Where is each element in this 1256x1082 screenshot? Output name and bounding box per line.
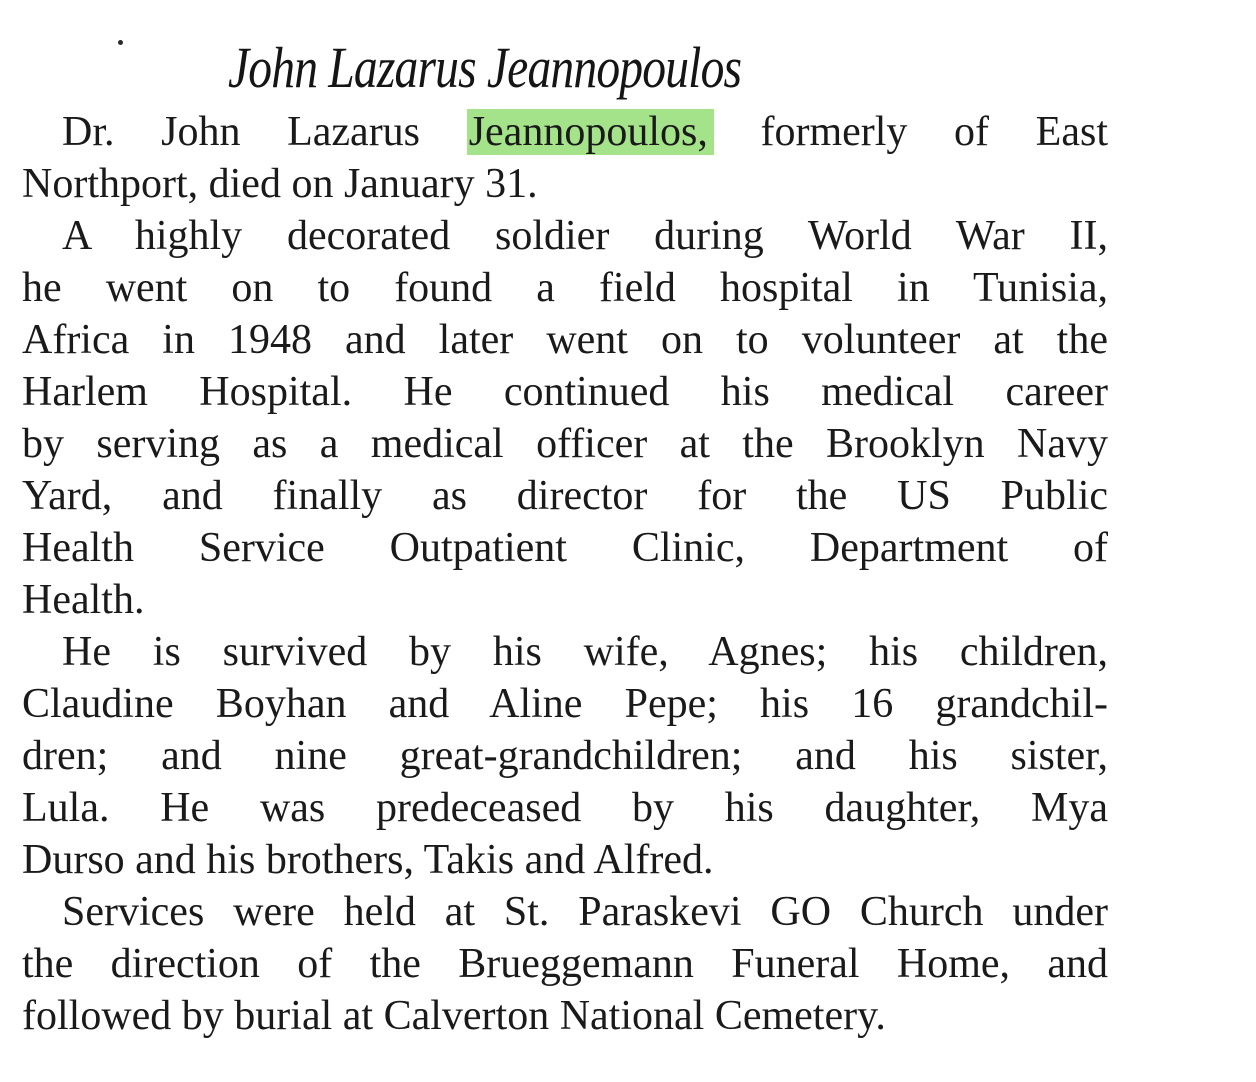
paragraph-3-line: Durso and his brothers, Takis and Alfred. — [22, 837, 714, 883]
paragraph-4-line: followed by burial at Calverton National Cemetery. — [22, 993, 886, 1039]
paragraph-2-line: Harlem Hospital. He continued his medical career — [22, 369, 1108, 415]
paragraph-2-line: Africa in 1948 and later went on to volunteer at the — [22, 317, 1108, 363]
paragraph-3-line: Lula. He was predeceased by his daughter, Mya — [22, 785, 1108, 831]
print-speck — [118, 40, 123, 45]
paragraph-3-line: Claudine Boyhan and Aline Pepe; his 16 grandchil- — [22, 681, 1108, 727]
text-segment: formerly of East — [760, 109, 1108, 155]
paragraph-2-line: Yard, and finally as director for the US Public — [22, 473, 1108, 519]
paragraph-2-line: Health. — [22, 577, 145, 623]
paragraph-2-line: by serving as a medical officer at the Brooklyn Navy — [22, 421, 1108, 467]
paragraph-3-line: dren; and nine great-grandchildren; and his sister, — [22, 733, 1108, 779]
paragraph-4-line: Services were held at St. Paraskevi GO Church under — [62, 889, 1108, 935]
obituary-headline: John Lazarus Jeannopoulos — [228, 35, 742, 100]
highlighted-name: Jeannopoulos, — [467, 109, 714, 155]
obituary-body — [22, 106, 1108, 1042]
paragraph-4-line: the direction of the Brueggemann Funeral Home, and — [22, 941, 1108, 987]
paragraph-3-line: He is survived by his wife, Agnes; his children, — [62, 629, 1108, 675]
paragraph-2-line: he went on to found a field hospital in Tunisia, — [22, 265, 1108, 311]
paragraph-2-line: A highly decorated soldier during World War II, — [62, 213, 1108, 259]
paragraph-2-line: Health Service Outpatient Clinic, Department of — [22, 525, 1108, 571]
paragraph-1-line-1 — [22, 106, 1108, 158]
paragraph-1-line-2: Northport, died on January 31. — [22, 161, 538, 207]
text-segment: Dr. John Lazarus — [62, 109, 421, 155]
